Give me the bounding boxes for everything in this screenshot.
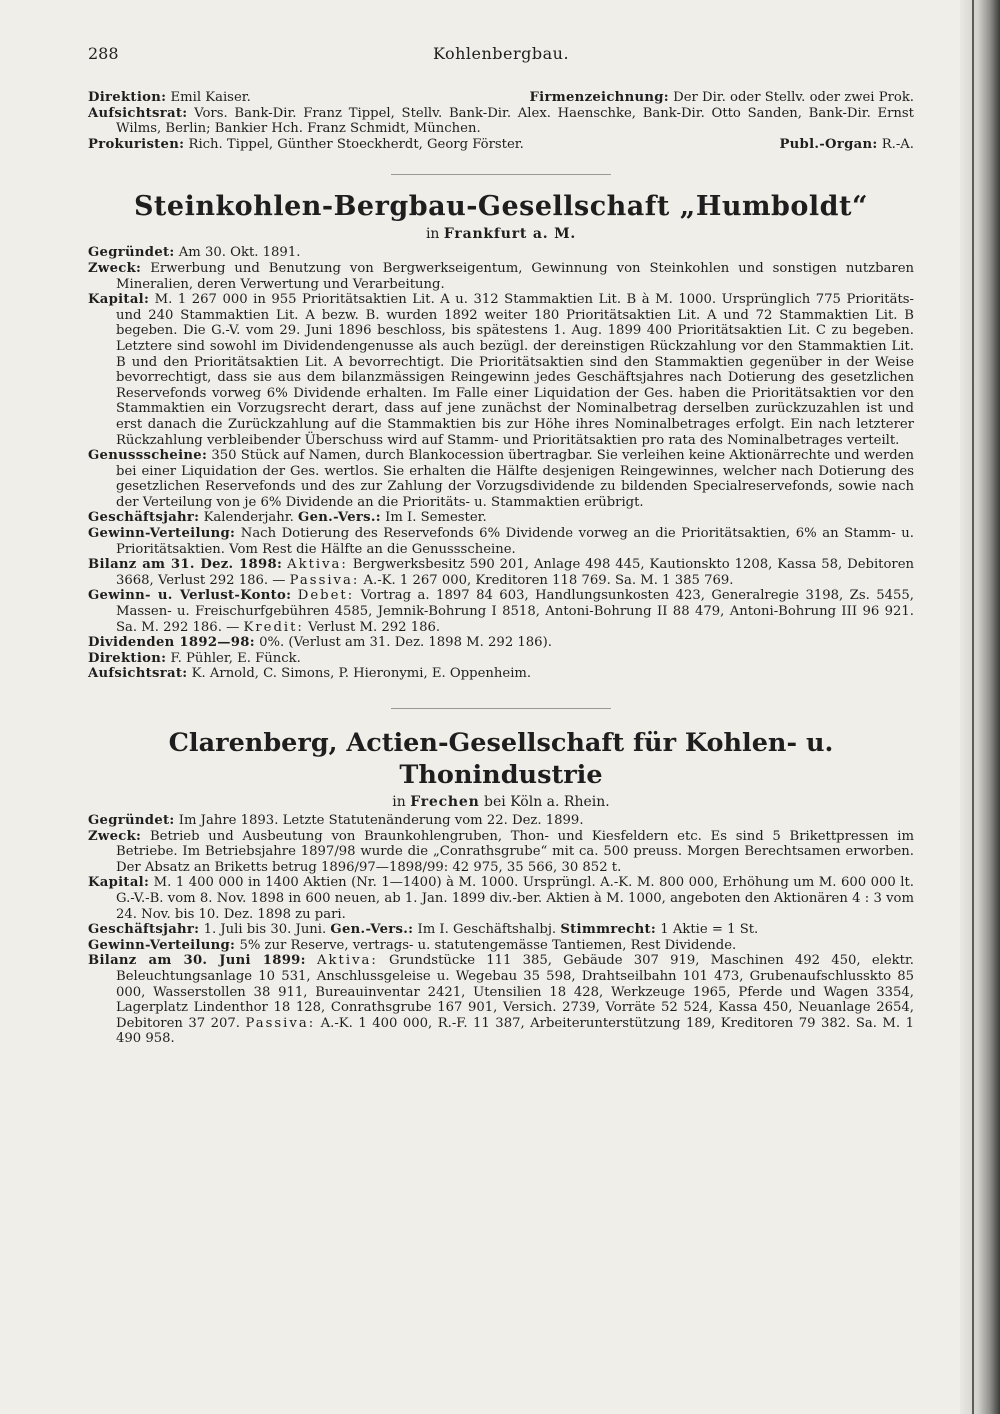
- humboldt-zweck: [88, 261, 914, 292]
- book-page: [88, 36, 914, 1047]
- humboldt-passiva-label: Passiva:: [289, 572, 360, 588]
- clarenberg-stimmrecht-label: Stimmrecht:: [560, 922, 657, 938]
- humboldt-gewinnverteilung: [88, 526, 914, 557]
- clarenberg-genvers-value: Im I. Geschäftshalbj.: [417, 922, 557, 938]
- running-title: Kohlenbergbau.: [432, 44, 570, 63]
- section-divider: [391, 708, 611, 709]
- humboldt-aufsichtsrat: [88, 666, 914, 682]
- humboldt-genussscheine-value: 350 Stück auf Namen, durch Blankocession übertragbar. Sie verleihen keine Aktionärrechte und werden bei einer Liquidation der Ges. wertlos. Sie erhalten die Hälfte desjenigen Reingewinnes, welcher nach Dotierung des gesetzlichen Reservefonds und des zur Zahlung der Vorzugsdividende zu bildenden Specialreservefonds, sowie nach der Verteilung von je 6% Dividende an die Prioritäts- u. Stammaktien erübrigt.: [116, 448, 914, 510]
- humboldt-genvers-value: Im I. Semester.: [385, 510, 487, 526]
- humboldt-debet-label: Debet:: [297, 588, 355, 604]
- humboldt-guv-label: Gewinn- u. Verlust-Konto:: [88, 588, 292, 604]
- humboldt-geschaeftsjahr-value: Kalenderjahr.: [203, 510, 294, 526]
- section-divider: [391, 174, 611, 175]
- clarenberg-kapital-label: Kapital:: [88, 875, 150, 891]
- clarenberg-aktiva-value: Grundstücke 111 385, Gebäude 307 919, Maschinen 492 450, elektr. Beleuchtungsanlage 10 531, Anschlussgeleise u. Wegebau 35 598, Drahtseilbahn 101 473, Grubenaufschlusskto 85 000, Wasserstollen 38 911, Bureauinventar 2421, Utensilien 18 428, Werkzeuge 1965, Pferde und Wagen 3354, Lagerplatz Lindenthor 18 128, Conrathsgrube 167 901, Versich. 2739, Vorräte 52 524, Kassa 450, Neuanlage 2654, Debitoren 37 207.: [116, 953, 914, 1031]
- clarenberg-gewinnverteilung-label: Gewinn-Verteilung:: [88, 937, 236, 953]
- clarenberg-stimmrecht-value: 1 Aktie = 1 St.: [660, 922, 759, 938]
- firmenzeichnung-label: Firmenzeichnung:: [529, 90, 669, 105]
- direktion-value: Emil Kaiser.: [170, 90, 251, 105]
- clarenberg-kapital: [88, 875, 914, 922]
- clarenberg-gegruendet: [88, 813, 914, 829]
- humboldt-location: Frankfurt a. M.: [443, 226, 577, 243]
- clarenberg-kapital-value: M. 1 400 000 in 1400 Aktien (Nr. 1—1400) à M. 1000. Ursprüngl. A.-K. M. 800 000, Erhöhung um M. 600 000 lt. G.-V.-B. vom 8. Nov. 1898 in 600 neuen, ab 1. Jan. 1899 div.-ber. Aktien à M. 1000, angeboten den Aktionären 4 : 3 vom 24. Nov. bis 10. Dez. 1898 zu pari.: [116, 875, 914, 922]
- clarenberg-geschaeftsjahr-value: 1. Juli bis 30. Juni.: [203, 922, 327, 938]
- humboldt-direktion-label: Direktion:: [88, 650, 167, 666]
- firmenzeichnung-entry: [530, 90, 914, 106]
- clarenberg-bilanz-label: Bilanz am 30. Juni 1899:: [88, 953, 306, 969]
- humboldt-passiva-value: A.-K. 1 267 000, Kreditoren 118 769. Sa. M. 1 385 769.: [363, 572, 734, 588]
- humboldt-gegruendet-label: Gegründet:: [88, 245, 175, 261]
- humboldt-genvers-label: Gen.-Vers.:: [298, 510, 381, 526]
- page-number: 288: [88, 44, 119, 63]
- humboldt-gewinnverteilung-value: Nach Dotierung des Reservefonds 6% Dividende vorweg an die Prioritätsaktien, 6% an Stamm- u. Prioritätsaktien. Vom Rest die Hälfte an die Genussscheine.: [116, 526, 914, 557]
- aufsichtsrat-entry: [88, 106, 914, 137]
- humboldt-location-prefix: in: [425, 226, 440, 243]
- firmenzeichnung-value: Der Dir. oder Stellv. oder zwei Prok.: [673, 90, 914, 105]
- clarenberg-gegruendet-label: Gegründet:: [88, 813, 175, 828]
- publ-organ-value: R.-A.: [881, 136, 914, 152]
- publ-organ-label: Publ.-Organ:: [779, 136, 878, 152]
- humboldt-gegruendet-value: Am 30. Okt. 1891.: [178, 245, 301, 261]
- direktion-row: [88, 90, 914, 106]
- clarenberg-geschaeftsjahr: [88, 922, 914, 938]
- clarenberg-bilanz: [88, 953, 914, 1047]
- previous-company-section: [88, 90, 914, 152]
- humboldt-kapital-label: Kapital:: [88, 292, 150, 308]
- clarenberg-passiva-value: A.-K. 1 400 000, R.-F. 11 387, Arbeiterunterstützung 189, Kreditoren 79 382. Sa. M. 1 490 958.: [116, 1015, 914, 1047]
- clarenberg-zweck-value: Betrieb und Ausbeutung von Braunkohlengruben, Thon- und Kiesfeldern etc. Es sind 5 Brikettpressen im Betriebe. Im Betriebsjahre 1897/98 wurde die „Conrathsgrube“ mit ca. 500 preuss. Morgen Berechtsamen erworben. Der Absatz an Briketts betrug 1896/97—1898/99: 42 975, 35 566, 30 852 t.: [116, 828, 914, 875]
- humboldt-dividenden-label: Dividenden 1892—98:: [88, 635, 255, 651]
- clarenberg-location: Frechen: [410, 794, 480, 810]
- clarenberg-zweck-label: Zweck:: [88, 828, 142, 844]
- humboldt-dividenden: [88, 635, 914, 651]
- scan-page-edge: [960, 0, 1000, 1414]
- direktion-label: Direktion:: [88, 90, 167, 105]
- humboldt-genussscheine: [88, 448, 914, 510]
- humboldt-kapital: [88, 292, 914, 448]
- humboldt-dividenden-value: 0%. (Verlust am 31. Dez. 1898 M. 292 186).: [259, 635, 552, 651]
- humboldt-debet-value: Vortrag a. 1897 84 603, Handlungsunkosten 423, Generalregie 3198, Zs. 5455, Massen- u. Freischurfgebühren 4585, Jemnik-Bohrung I 8518, Antoni-Bohrung II 88 479, Antoni-Bohrung III 96 921. Sa. M. 292 186. —: [116, 588, 914, 635]
- humboldt-location-line: [88, 225, 914, 243]
- aufsichtsrat-label: Aufsichtsrat:: [88, 105, 188, 121]
- humboldt-kredit-value: Verlust M. 292 186.: [308, 619, 441, 635]
- humboldt-bilanz-label: Bilanz am 31. Dez. 1898:: [88, 557, 283, 573]
- humboldt-kapital-value: M. 1 267 000 in 955 Prioritätsaktien Lit. A u. 312 Stammaktien Lit. B à M. 1000. Ursprünglich 775 Prioritäts- und 240 Stammaktien Lit. A bezw. B. wurden 1892 weiter 180 Prioritätsaktien Lit. A und 72 Stammaktien Lit. B begeben. Die G.-V. vom 29. Juni 1896 beschloss, bis spätestens 1. Aug. 1899 400 Prioritätsaktien Lit. C zu begeben. Letztere sind sowohl im Dividendengenusse als auch bezügl. der dereinstigen Rückzahlung vor den Stammaktien Lit. B und den Prioritätsaktien Lit. A bevorrechtigt. Die Prioritätsaktien sind den Stammaktien gegenüber in der Weise bevorrechtigt, dass sie aus dem bilanzmässigen Reingewinn jedes Geschäftsjahres nach Dotierung des gesetzlichen Reservefonds vorweg 6% Dividende erhalten. Im Falle einer Liquidation der Ges. haben die Prioritätsaktien vor den Stammaktien ein Vorzugsrecht derart, dass auf jene zunächst der Nominalbetrag derselben zurückzuzahlen ist und erst danach die Zurückzahlung auf die Stammaktien bis zur Höhe ihres Nominalbetrages erfolgt. Ein nach letzterer Rückzahlung verbleibender Überschuss wird auf Stamm- und Prioritätsaktien pro rata des Nominalbetrages verteilt.: [116, 292, 914, 448]
- publ-organ-entry: [779, 137, 914, 153]
- clarenberg-location-suffix: bei Köln a. Rhein.: [484, 794, 610, 810]
- humboldt-geschaeftsjahr-label: Geschäftsjahr:: [88, 510, 200, 526]
- clarenberg-zweck: [88, 829, 914, 876]
- prokuristen-entry: [88, 137, 524, 153]
- clarenberg-gegruendet-value: Im Jahre 1893. Letzte Statutenänderung vom 22. Dez. 1899.: [178, 813, 584, 828]
- clarenberg-aktiva-label: Aktiva:: [317, 953, 378, 969]
- humboldt-direktion-value: F. Pühler, E. Fünck.: [170, 650, 301, 666]
- prokuristen-row: [88, 137, 914, 153]
- humboldt-genussscheine-label: Genussscheine:: [88, 448, 208, 464]
- direktion-entry: [88, 90, 251, 106]
- humboldt-title: Steinkohlen-Bergbau-Gesellschaft „Humboldt“: [133, 191, 869, 223]
- humboldt-gegruendet: [88, 245, 914, 261]
- scan-binding-line: [972, 0, 974, 1414]
- humboldt-geschaeftsjahr: [88, 510, 914, 526]
- clarenberg-location-prefix: in: [392, 794, 406, 810]
- clarenberg-geschaeftsjahr-label: Geschäftsjahr:: [88, 922, 200, 938]
- humboldt-section: [88, 191, 914, 682]
- clarenberg-gewinnverteilung-value: 5% zur Reserve, vertrags- u. statutengemässe Tantiemen, Rest Dividende.: [239, 937, 737, 953]
- humboldt-aufsichtsrat-label: Aufsichtsrat:: [88, 666, 188, 682]
- aufsichtsrat-value: Vors. Bank-Dir. Franz Tippel, Stellv. Bank-Dir. Alex. Haenschke, Bank-Dir. Otto Sanden, Bank-Dir. Ernst Wilms, Berlin; Bankier Hch. Franz Schmidt, München.: [116, 105, 914, 137]
- clarenberg-location-line: [88, 793, 914, 811]
- page-header: [88, 36, 914, 86]
- clarenberg-passiva-label: Passiva:: [245, 1015, 316, 1031]
- clarenberg-section: [88, 727, 914, 1047]
- prokuristen-label: Prokuristen:: [88, 136, 185, 152]
- clarenberg-gewinnverteilung: [88, 938, 914, 954]
- clarenberg-title: Clarenberg, Actien-Gesellschaft für Kohlen- u. Thonindustrie: [168, 728, 834, 790]
- humboldt-zweck-label: Zweck:: [88, 260, 142, 276]
- humboldt-gewinnverteilung-label: Gewinn-Verteilung:: [88, 526, 236, 542]
- prokuristen-value: Rich. Tippel, Günther Stoeckherdt, Georg Förster.: [188, 136, 524, 152]
- humboldt-direktion: [88, 651, 914, 667]
- humboldt-kredit-label: Kredit:: [243, 619, 304, 635]
- humboldt-bilanz: [88, 557, 914, 588]
- humboldt-aufsichtsrat-value: K. Arnold, C. Simons, P. Hieronymi, E. Oppenheim.: [191, 666, 532, 682]
- humboldt-zweck-value: Erwerbung und Benutzung von Bergwerkseigentum, Gewinnung von Steinkohlen und sonstigen nutzbaren Mineralien, deren Verwertung und Verarbeitung.: [116, 260, 914, 292]
- humboldt-aktiva-label: Aktiva:: [287, 557, 348, 573]
- humboldt-aktiva-value: Bergwerksbesitz 590 201, Anlage 498 445, Kautionskto 1208, Kassa 58, Debitoren 3668, Verlust 292 186. —: [116, 557, 915, 588]
- clarenberg-genvers-label: Gen.-Vers.:: [330, 922, 414, 938]
- humboldt-guv: [88, 588, 914, 635]
